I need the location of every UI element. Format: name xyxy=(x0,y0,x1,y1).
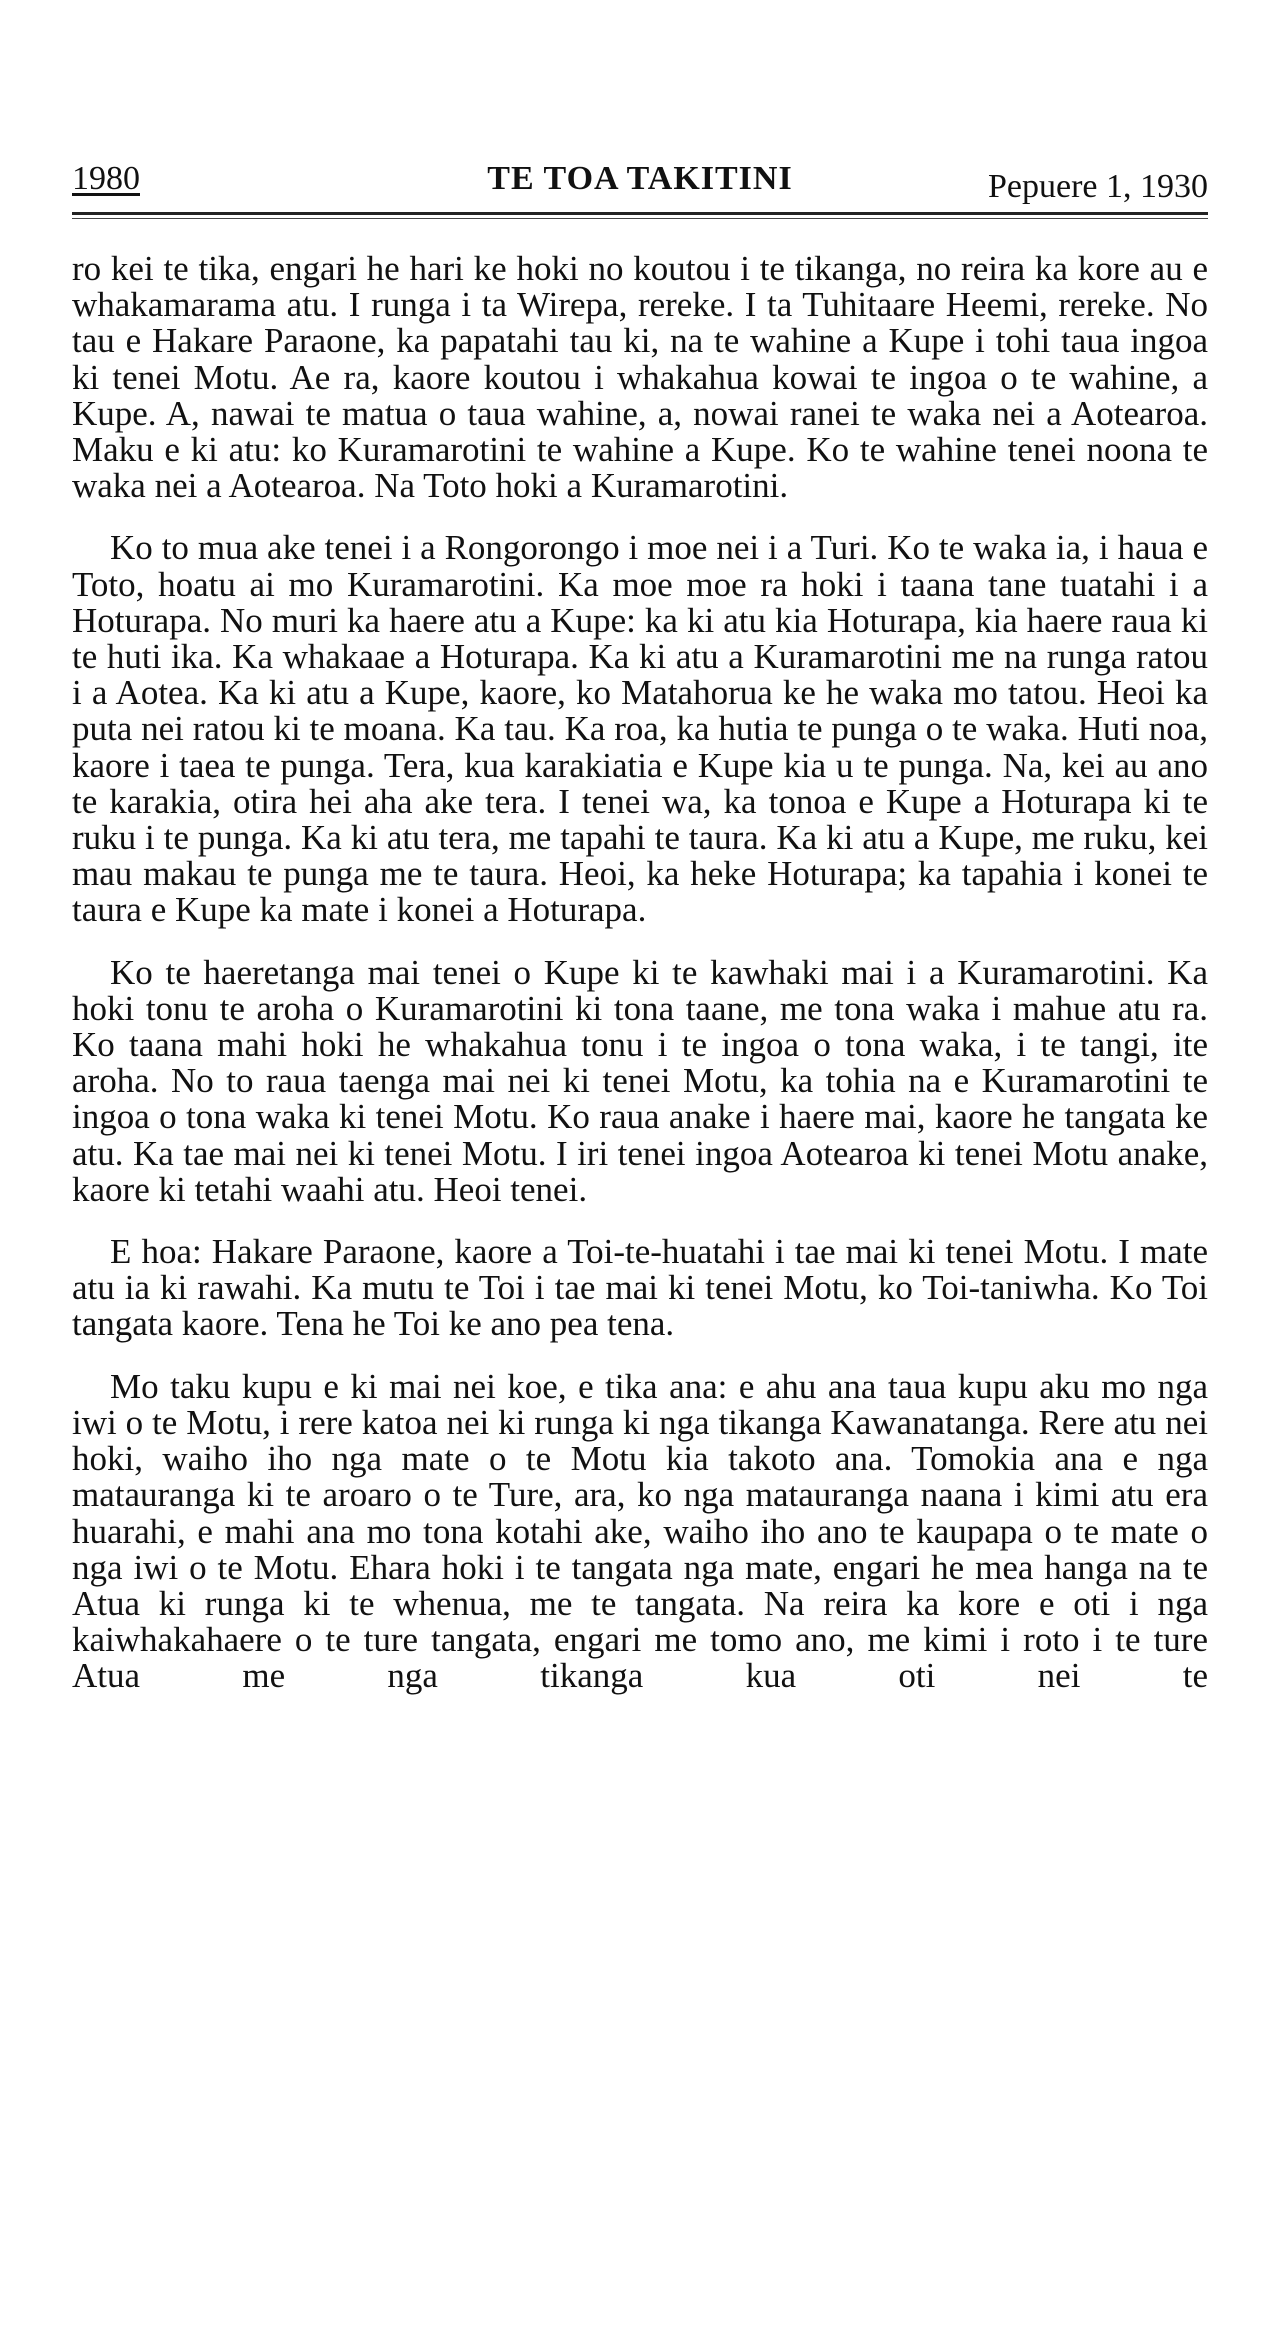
paragraph: ro kei te tika, engari he hari ke hoki no koutou i te tikanga, no reira ka kore au e whakamarama atu. I runga i ta Wirepa, rereke. I ta Tuhitaare Heemi, rereke. No tau e Hakare Paraone, ka papatahi tau ki, na te wahine a Kupe i tohi taua ingoa ki tenei Motu. Ae ra, kaore koutou i whakahua kowai te ingoa o te wahine, a Kupe. A, nawai te matua o taua wahine, a, nowai ranei te waka nei a Aotearoa. Maku e ki atu: ko Kuramarotini te wahine a Kupe. Ko te wahine tenei noona te waka nei a Aotearoa. Na Toto hoki a Kuramarotini. xyxy=(72,249,1208,506)
header-rule-thin xyxy=(72,218,1208,219)
running-header xyxy=(72,148,1208,210)
article-body xyxy=(72,251,1208,1695)
paragraph: Ko te haeretanga mai tenei o Kupe ki te kawhaki mai i a Kuramarotini. Ka hoki tonu te aroha o Kuramarotini ki tona taane, me tona waka i mahue atu ra. Ko taana mahi hoki he whakahua tonu i te ingoa o tona waka, i te tangi, ite aroha. No to raua taenga mai nei ki tenei Motu, ka tohia na e Kuramarotini te ingoa o tona waka ki tenei Motu. Ko raua anake i haere mai, kaore he tangata ke atu. Ka tae mai nei ki tenei Motu. I iri tenei ingoa Aotearoa ki tenei Motu anake, kaore ki tetahi waahi atu. Heoi tenei. xyxy=(72,952,1208,1209)
publication-title: TE TOA TAKITINI xyxy=(487,160,793,197)
paragraph: Ko to mua ake tenei i a Rongorongo i moe nei i a Turi. Ko te waka ia, i haua e Toto, hoatu ai mo Kuramarotini. Ka moe moe ra hoki i taana tane tuatahi i a Hoturapa. No muri ka haere atu a Kupe: ka ki atu kia Hoturapa, kia haere raua ki te huti ika. Ka whakaae a Hoturapa. Ka ki atu a Kuramarotini me na runga ratou i a Aotea. Ka ki atu a Kupe, kaore, ko Matahorua ke he waka mo tatou. Heoi ka puta nei ratou ki te moana. Ka tau. Ka roa, ka hutia te punga o te waka. Huti noa, kaore i taea te punga. Tera, kua karakiatia e Kupe kia u te punga. Na, kei au ano te karakia, otira hei aha ake tera. I tenei wa, ka tonoa e Kupe a Hoturapa ki te ruku i te punga. Ka ki atu tera, me tapahi te taura. Ka ki atu a Kupe, me ruku, kei mau makau te punga me te taura. Heoi, ka heke Hoturapa; ka tapahia i konei te taura e Kupe ka mate i konei a Hoturapa. xyxy=(72,528,1208,930)
document-page xyxy=(72,148,1208,1721)
paragraph: E hoa: Hakare Paraone, kaore a Toi-te-huatahi i tae mai ki tenei Motu. I mate atu ia ki rawahi. Ka mutu te Toi i tae mai ki tenei Motu, ko Toi-taniwha. Ko Toi tangata kaore. Tena he Toi ke ano pea tena. xyxy=(72,1232,1208,1344)
paragraph: Mo taku kupu e ki mai nei koe, e tika ana: e ahu ana taua kupu aku mo nga iwi o te Motu, i rere katoa nei ki runga ki nga tikanga Kawanatanga. Rere atu nei hoki, waiho iho nga mate o te Motu kia takoto ana. Tomokia ana e nga matauranga ki te aroaro o te Ture, ara, ko nga matauranga naana i kimi atu era huarahi, e mahi ana mo tona kotahi ake, waiho iho ano te kaupapa o te mate o nga iwi o te Motu. Ehara hoki i te tangata nga mate, engari he mea hanga na te Atua ki runga ki te whenua, me te tangata. Na reira ka kore e oti i nga kaiwhakahaere o te ture tangata, engari me tomo ano, me kimi i roto i te ture Atua me nga tikanga kua oti nei te xyxy=(72,1366,1208,1696)
page-number: 1980 xyxy=(72,160,140,197)
issue-date: Pepuere 1, 1930 xyxy=(987,168,1208,205)
